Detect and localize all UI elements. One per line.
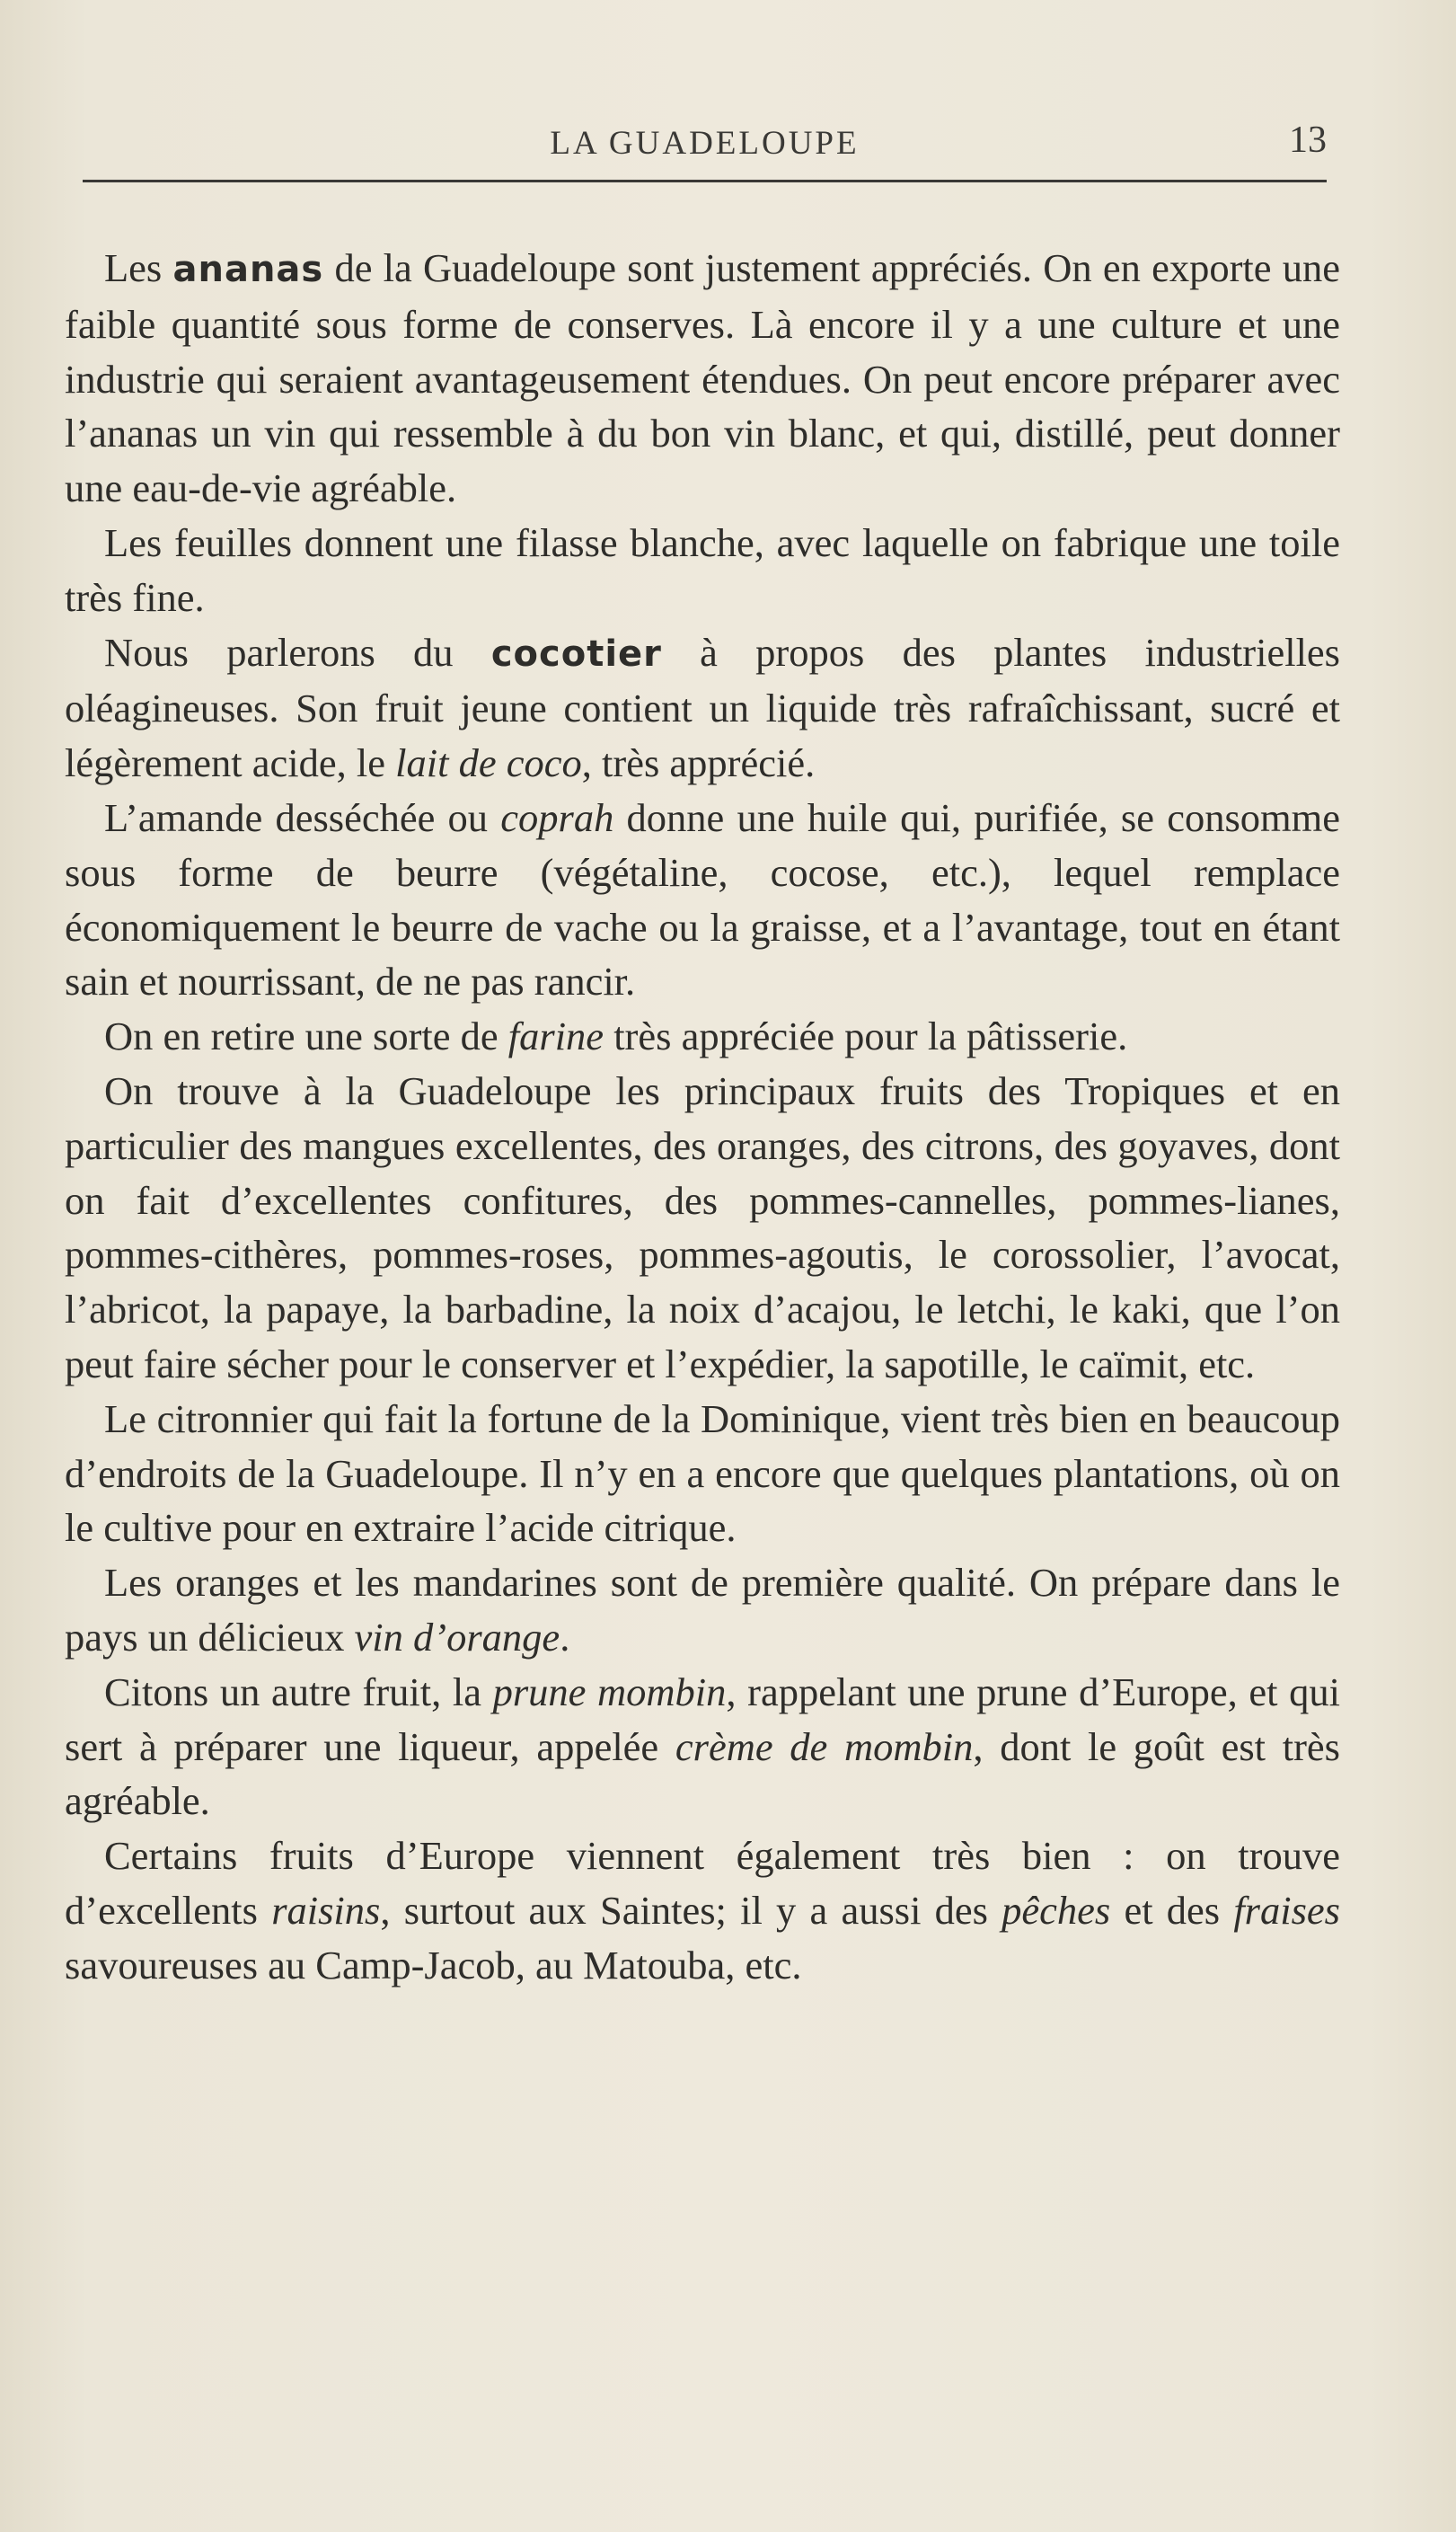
- text-run: et des: [1110, 1887, 1234, 1933]
- text-run: On trouve à la Guadeloupe les principaux fruits des Tropiques et en particulier des mangues excellentes, des oranges, des citrons, des goyaves, dont on fait d’excellentes confitures, des pommes-cannelles, pommes-lianes, pommes-cithères, pommes-roses, pommes-agoutis, le corossolier, l’avocat, l’abricot, la papaye, la barbadine, la noix d’acajou, le letchi, le kaki, que l’on peut faire sécher pour le conserver et l’expédier, la sapotille, le caïmit, etc.: [65, 1067, 1340, 1386]
- paragraph: [65, 1555, 1340, 1665]
- header-rule: [83, 180, 1327, 182]
- italic-term: farine: [507, 1014, 604, 1059]
- text-run: Les feuilles donnent une filasse blanche, avec laquelle on fabrique une toile très fine.: [65, 519, 1340, 620]
- text-run: à propos des plantes industrielles oléagineuses. Son fruit jeune contient un liquide très rafraîchissant, sucré et légèrement acide, le: [65, 629, 1341, 786]
- text-run: , dont le goût est très agréable.: [65, 1723, 1340, 1824]
- italic-term: fraises: [1233, 1887, 1340, 1933]
- text-run: Nous parlerons du: [104, 629, 491, 675]
- italic-term: prune mombin: [492, 1669, 727, 1714]
- italic-term: coprah: [500, 794, 614, 840]
- italic-term: pêches: [1002, 1887, 1111, 1933]
- text-run: très appréciée pour la pâtisserie.: [604, 1014, 1128, 1059]
- italic-term: vin d’orange: [354, 1614, 560, 1660]
- paragraph: [65, 241, 1340, 516]
- running-head: [83, 119, 1327, 181]
- text-run: Les: [104, 245, 173, 290]
- italic-term: crème de mombin: [675, 1723, 974, 1769]
- page-number: 13: [1289, 120, 1327, 161]
- italic-term: lait de coco: [395, 740, 582, 786]
- paragraph: [65, 791, 1340, 1009]
- bold-term: cocotier: [490, 633, 662, 675]
- body-text: [65, 241, 1340, 1993]
- paragraph: [65, 625, 1340, 791]
- text-run: On en retire une sorte de: [104, 1014, 508, 1059]
- text-run: , très apprécié.: [581, 740, 816, 786]
- bold-term: ananas: [172, 249, 324, 290]
- paragraph: [65, 1392, 1340, 1555]
- text-run: Le citronnier qui fait la fortune de la Dominique, vient très bien en beaucoup d’endroits de la Guadeloupe. Il n’y en a encore que quelques plantations, où on le cultive pour en extraire l’acide citrique.: [65, 1395, 1340, 1551]
- text-run: de la Guadeloupe sont justement appréciés. On en exporte une faible quantité sous forme de conserves. Là encore il y a une culture et une industrie qui seraient avantageusement étendues. On peut encore préparer avec l’ananas un vin qui ressemble à du bon vin blanc, et qui, distillé, peut donner une eau-de-vie agréable.: [65, 245, 1340, 511]
- text-run: L’amande desséchée ou: [104, 794, 501, 840]
- text-run: , rappelant une prune d’Europe, et qui sert à préparer une liqueur, appelée: [65, 1669, 1340, 1769]
- text-run: Les oranges et les mandarines sont de première qualité. On prépare dans le pays un délicieux: [65, 1560, 1340, 1660]
- paragraph: [65, 1665, 1340, 1828]
- text-run: savoureuses au Camp-Jacob, au Matouba, etc.: [65, 1942, 802, 1988]
- text-run: donne une huile qui, purifiée, se consomme sous forme de beurre (végétaline, cocose, etc.), lequel remplace économiquement le beurre de vache ou la graisse, et a l’avantage, tout en étant sain et nourrissant, de ne pas rancir.: [65, 794, 1340, 1005]
- paragraph: [65, 1828, 1340, 1992]
- paragraph: [65, 1009, 1340, 1064]
- italic-term: raisins: [271, 1887, 381, 1933]
- text-run: Certains fruits d’Europe viennent également très bien : on trouve d’excellents: [65, 1833, 1340, 1933]
- paragraph: [65, 516, 1340, 625]
- paragraph: [65, 1064, 1340, 1392]
- text-run: .: [560, 1614, 570, 1660]
- running-title: LA GUADELOUPE: [550, 125, 860, 162]
- text-run: , surtout aux Saintes; il y a aussi des: [380, 1887, 1002, 1933]
- text-run: Citons un autre fruit, la: [104, 1669, 493, 1714]
